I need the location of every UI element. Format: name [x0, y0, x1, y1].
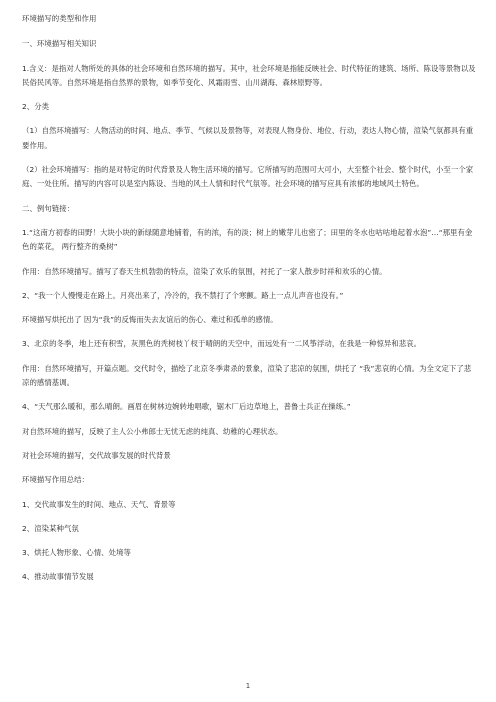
- summary-item: 1、交代故事发生的时间、地点、天气、背景等: [22, 499, 176, 509]
- page-number: 1: [245, 682, 251, 690]
- summary-item: 2、渲染某种气氛: [22, 523, 79, 533]
- section-heading: 一、环境描写相关知识: [22, 39, 97, 49]
- paragraph: 环境描写烘托出了 因为“我”的反悔而失去友谊后的伤心、难过和孤单的感情。: [22, 315, 278, 325]
- paragraph: 2、分类: [22, 102, 50, 112]
- paragraph: 对社会环境的描写，交代故事发展的时代背景: [22, 450, 171, 460]
- paragraph: 2、“我一个人慢慢走在路上。月亮出来了，冷冷的，我不禁打了个寒颤。路上一点儿声音也没有。”: [22, 290, 344, 300]
- section-heading: 二、例句链接：: [22, 203, 75, 213]
- paragraph: 1.含义：是指对人物所处的具体的社会环境和自然环境的描写。其中，社会环境是指能反映社会、时代特征的建筑、场所、陈设等景物以及民俗民风等。自然环境是指自然界的景物，如季节变化、风霜雨雪、山川湖海、森林原野等。: [22, 63, 476, 87]
- paragraph: 作用：自然环境描写。描写了春天生机勃勃的特点，渲染了欢乐的氛围，衬托了一家人散步时祥和欢乐的心情。: [22, 266, 387, 276]
- paragraph: （1）自然环境描写：人物活动的时间、地点、季节、气候以及景物等，对表现人物身份、地位、行动，表达人物心情，渲染气氛都具有重要作用。: [22, 126, 474, 150]
- summary-item: 4、推动故事情节发展: [22, 572, 94, 582]
- paragraph: 对自然环境的描写，反映了主人公小弗郎士无忧无虑的纯真、幼稚的心理状态。: [22, 426, 283, 436]
- paragraph: （2）社会环境描写：指的是对特定的时代背景及人物生活环境的描写。它所描写的范围可大可小，大至整个社会、整个时代，小至一个家庭、一处住所。描写的内容可以是室内陈设、当地的风土人情和时代气氛等。社会环境的描写应具有浓郁的地域风土特色。: [22, 165, 474, 189]
- paragraph: 作用：自然环境描写，开篇点题。交代时令，描绘了北京冬季肃杀的景象，渲染了悲凉的氛围，烘托了 “我”悲哀的心情。为全文定下了悲凉的感情基调。: [22, 363, 472, 388]
- paragraph: 3、北京的冬季，地上还有积雪，灰黑色的秃树枝丫杈于晴朗的天空中，而远处有一二风筝浮动，在我是一种惊异和悲哀。: [22, 339, 422, 349]
- document-title: 环境描写的类型和作用: [22, 14, 97, 23]
- paragraph: 1.“这南方初春的田野！大块小块的新绿随意地铺着，有的浓，有的淡；树上的嫩芽儿也密了；田里的冬水也咕咕地起着水泡”…“那里有金色的菜花， 两行整齐的桑树”: [22, 227, 473, 252]
- paragraph: 4、“天气那么暖和，那么晴朗。画眉在树林边婉转地唱歌，锯木厂后边草地上，普鲁士兵正在操练。”: [22, 402, 351, 412]
- summary-heading: 环境描写作用总结：: [22, 475, 89, 485]
- summary-item: 3、烘托人物形象、心情、处境等: [22, 548, 131, 558]
- document-body: [22, 12, 478, 585]
